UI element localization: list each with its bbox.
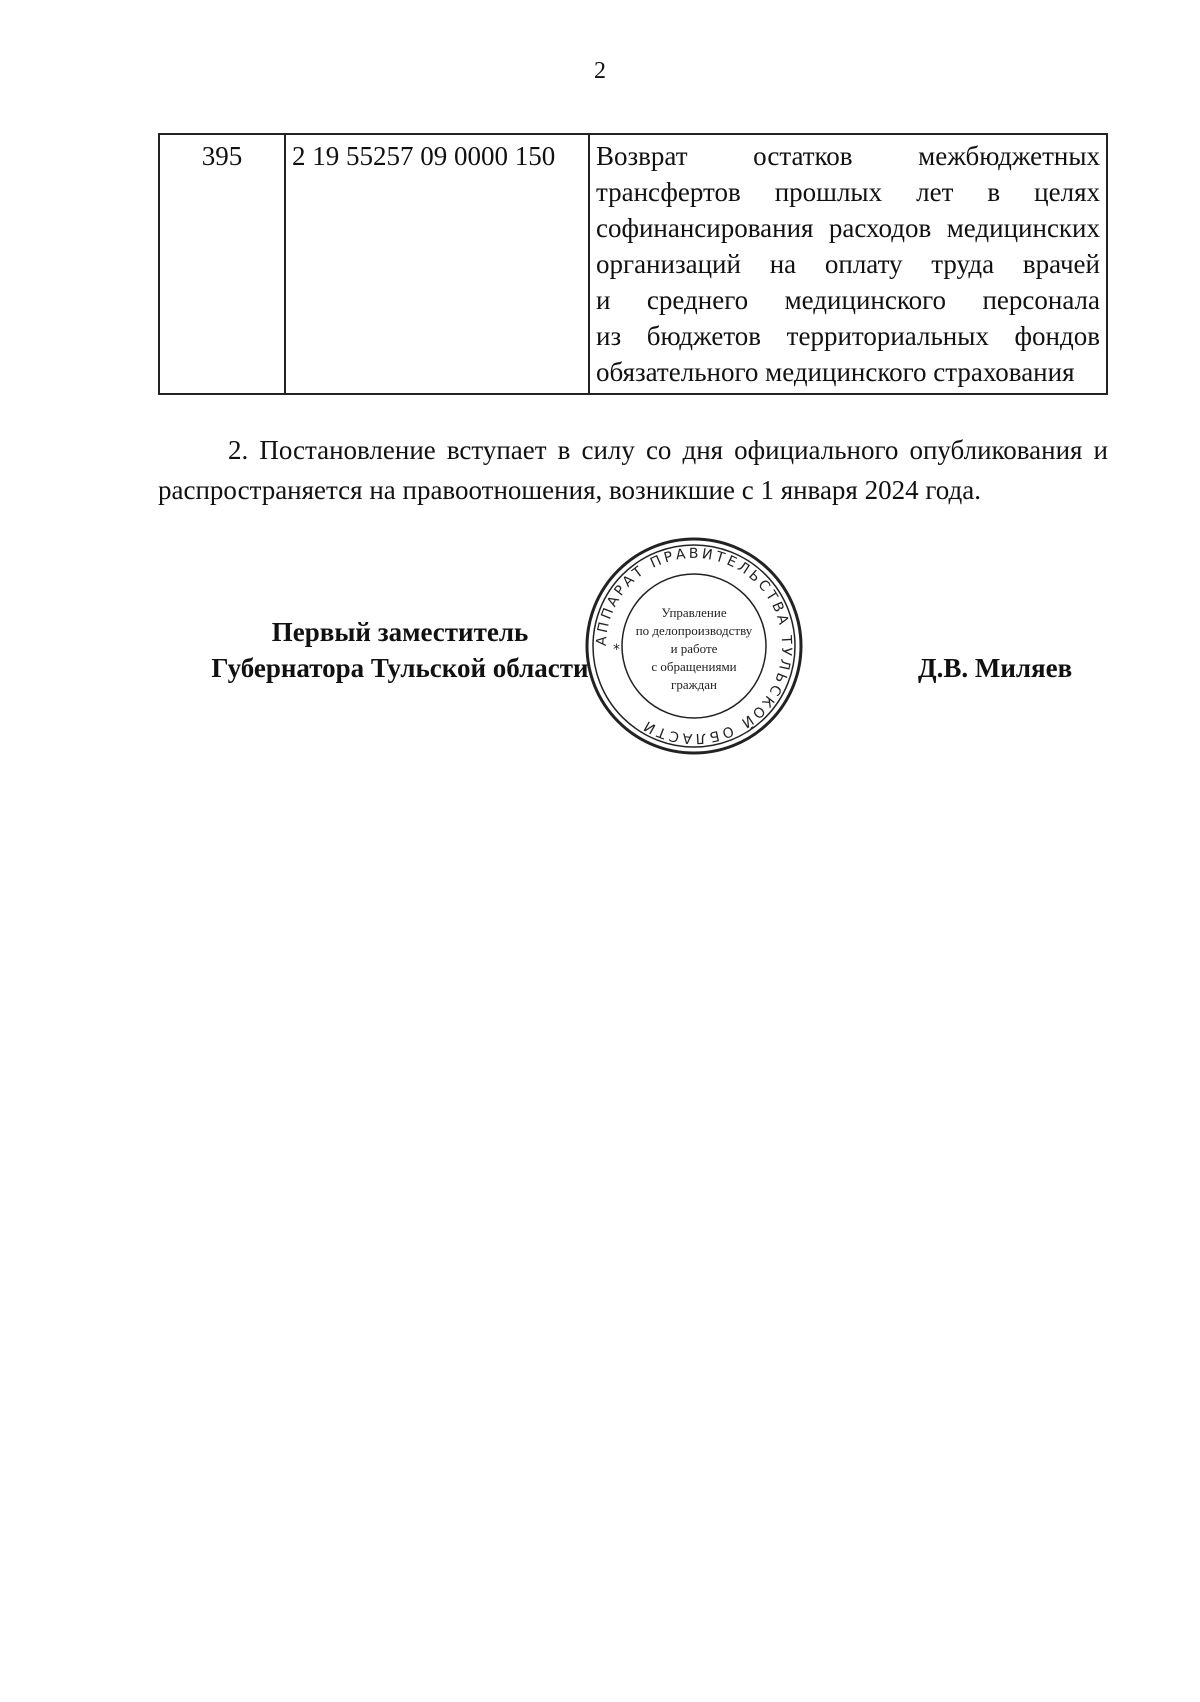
budget-code-table — [158, 133, 1108, 395]
seal-inner-line: по делопроизводству — [635, 623, 753, 638]
signer-name: Д.В. Миляев — [918, 653, 1073, 683]
row-number-cell: 395 — [159, 134, 285, 394]
description-line: трансфертов прошлых лет в целях — [596, 177, 1100, 207]
description-line: организаций на оплату труда врачей — [596, 249, 1100, 279]
signer-title-line-1: Первый заместитель — [271, 617, 529, 647]
description-line: софинансирования расходов медицинских — [596, 213, 1100, 243]
description-cell — [589, 134, 1107, 394]
seal-inner-line: с обращениями — [651, 659, 737, 674]
seal-inner-line: и работе — [670, 641, 718, 656]
page-number: 2 — [594, 58, 606, 84]
table-row — [159, 134, 1107, 394]
signer-title — [165, 614, 635, 686]
description-line: из бюджетов территориальных фондов — [596, 321, 1100, 351]
seal-inner-line: граждан — [671, 677, 717, 692]
description-line: Возврат остатков межбюджетных — [596, 141, 1100, 171]
effective-date-paragraph: 2. Постановление вступает в силу со дня официального опубликования и распространяется на правоотношения, возникшие с 1 января 2024 года. — [158, 435, 1108, 505]
seal-outer-text-path: АППАРАТ ПРАВИТЕЛЬСТВА ТУЛЬСКОЙ ОБЛАСТИ — [593, 545, 795, 747]
seal-inner-line: Управление — [661, 605, 727, 620]
seal-star-left: * — [613, 642, 620, 658]
description-line: и среднего медицинского персонала — [596, 285, 1100, 315]
official-seal-stamp — [583, 535, 805, 757]
signer-title-line-2: Губернатора Тульской области — [211, 653, 589, 683]
budget-code-cell: 2 19 55257 09 0000 150 — [285, 134, 589, 394]
description-line: обязательного медицинского страхования — [596, 357, 1075, 387]
